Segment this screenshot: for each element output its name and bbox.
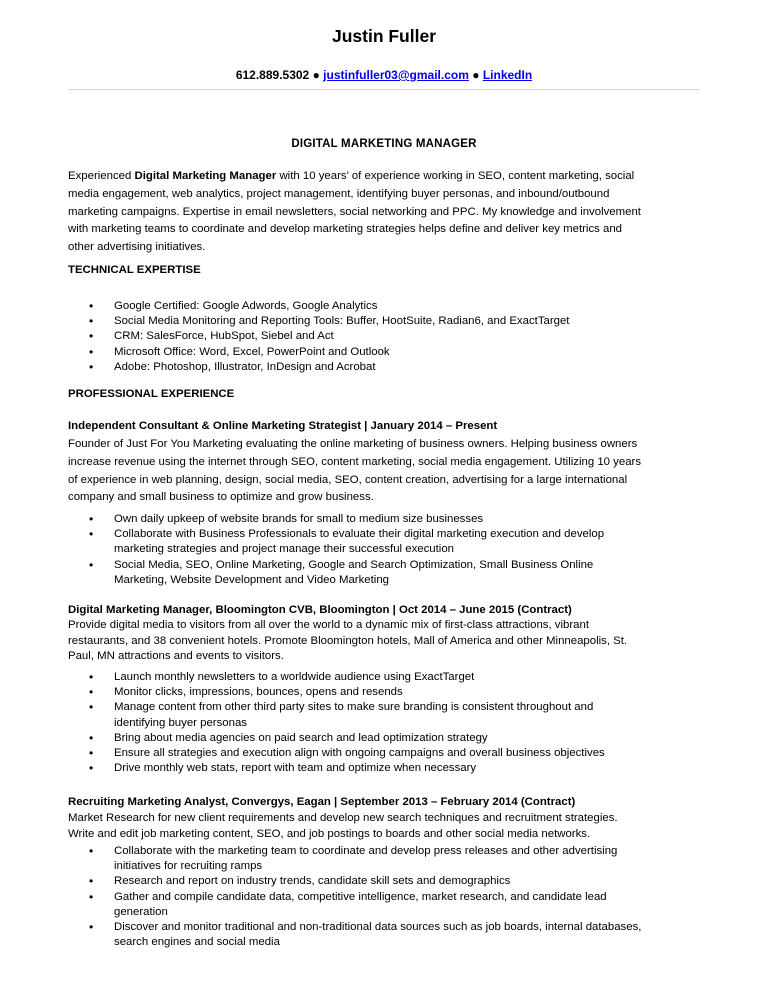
candidate-name: Justin Fuller xyxy=(331,26,437,46)
bullet-line: • Manage content from other third party sites to make sure branding is consistent throughout and xyxy=(114,701,594,714)
desc-line: of experience in web planning, design, social media, SEO, content creation, advertising for a large international xyxy=(68,473,628,486)
bullet-line: • Research and report on industry trends, candidate skill sets and demographics xyxy=(114,875,511,888)
list-item: • CRM: SalesForce, HubSpot, Siebel and Act xyxy=(68,329,708,344)
summary-bold-role: Digital Marketing Manager xyxy=(134,170,277,182)
list-item: • Social Media Monitoring and Reporting Tools: Buffer, HootSuite, Radian6, and ExactTarget xyxy=(68,314,708,329)
bullet-line: • Collaborate with the marketing team to coordinate and develop press releases and other advertising xyxy=(114,845,618,857)
list-item xyxy=(68,874,708,889)
summary-lead: Experienced xyxy=(68,170,135,182)
technical-expertise-heading: TECHNICAL EXPERTISE xyxy=(68,264,201,276)
desc-line: Market Research for new client requirements and develop new search techniques and recruitment strategies. xyxy=(68,812,618,824)
separator-dot: ● xyxy=(472,68,480,82)
desc-line: Paul, MN attractions and events to visitors. xyxy=(68,650,284,663)
bullet-line: generation xyxy=(114,905,168,918)
bullet-line: search engines and social media xyxy=(114,936,280,949)
phone-number: 612.889.5302 xyxy=(235,68,310,82)
email-link[interactable]: justinfuller03@gmail.com xyxy=(323,68,469,82)
job-description xyxy=(68,436,708,507)
list-item xyxy=(68,731,708,746)
header-divider xyxy=(68,89,700,90)
bullet-line: initiatives for recruiting ramps xyxy=(114,860,263,873)
desc-line: restaurants, and 38 convenient hotels. Promote Bloomington hotels, Mall of America and other Minneapolis, St. xyxy=(68,634,628,647)
list-item xyxy=(68,890,708,920)
bullet-line: • Launch monthly newsletters to a worldwide audience using ExactTarget xyxy=(114,671,475,683)
list-item xyxy=(68,761,708,776)
job-title: Digital Marketing Manager, Bloomington CVB, Bloomington | Oct 2014 – June 2015 (Contract) xyxy=(68,604,572,616)
job-title: Independent Consultant & Online Marketing Strategist | January 2014 – Present xyxy=(68,420,498,432)
desc-line: Provide digital media to visitors from all over the world to a dynamic mix of first-class attractions, vibrant xyxy=(68,619,589,631)
summary-paragraph xyxy=(68,168,708,257)
bullet-line: • Drive monthly web stats, report with team and optimize when necessary xyxy=(114,762,477,775)
job-title-heading: DIGITAL MARKETING MANAGER xyxy=(291,138,477,150)
list-item xyxy=(68,700,708,730)
job-description xyxy=(68,618,708,665)
list-item xyxy=(68,685,708,700)
job-description xyxy=(68,811,708,842)
list-item xyxy=(68,920,708,950)
list-item xyxy=(68,512,708,527)
contact-line xyxy=(0,68,768,82)
list-item xyxy=(68,746,708,761)
list-item: • Adobe: Photoshop, Illustrator, InDesign and Acrobat xyxy=(68,360,708,375)
bullet-line: • Monitor clicks, impressions, bounces, opens and resends xyxy=(114,686,403,699)
bullet-line: • Own daily upkeep of website brands for small to medium size businesses xyxy=(114,513,484,525)
bullet-line: • Bring about media agencies on paid search and lead optimization strategy xyxy=(114,731,488,744)
bullet-line: identifying buyer personas xyxy=(114,716,247,729)
job-title: Recruiting Marketing Analyst, Convergys, Eagan | September 2013 – February 2014 (Contract) xyxy=(68,796,576,808)
professional-experience-heading: PROFESSIONAL EXPERIENCE xyxy=(68,388,235,400)
job-bullets xyxy=(68,512,708,588)
bullet-line: • Ensure all strategies and execution align with ongoing campaigns and overall business objectives xyxy=(114,747,605,760)
summary-line: media engagement, web analytics, project management, identifying buyer personas, and inbound/outbound xyxy=(68,187,610,200)
summary-line: marketing campaigns. Expertise in email newsletters, social networking and PPC. My knowledge and involvement xyxy=(68,205,641,218)
bullet-line: Marketing, Website Development and Video Marketing xyxy=(114,573,389,586)
linkedin-link[interactable]: LinkedIn xyxy=(482,68,533,82)
summary-line: with 10 years’ of experience working in SEO, content marketing, social xyxy=(276,170,635,182)
summary-line: other advertising initiatives. xyxy=(68,241,206,254)
job-bullets xyxy=(68,670,708,776)
bullet-line: • Gather and compile candidate data, competitive intelligence, market research, and candidate lead xyxy=(114,890,607,903)
list-item xyxy=(68,527,708,557)
list-item: • Microsoft Office: Word, Excel, PowerPoint and Outlook xyxy=(68,345,708,360)
job-bullets xyxy=(68,844,708,950)
technical-list xyxy=(68,299,708,375)
desc-line: Write and edit job marketing content, SEO, and job postings to boards and other social media networks. xyxy=(68,827,591,840)
summary-line: with marketing teams to coordinate and develop marketing strategies helps define and deliver key metrics and xyxy=(68,223,623,236)
bullet-line: • Discover and monitor traditional and non-traditional data sources such as job boards, internal databases, xyxy=(114,921,642,934)
list-item xyxy=(68,670,708,685)
desc-line: increase revenue using the internet through SEO, content marketing, social media engagement. Utilizing 10 years xyxy=(68,455,642,468)
list-item: • Google Certified: Google Adwords, Google Analytics xyxy=(68,299,708,314)
bullet-line: • Collaborate with Business Professionals to evaluate their digital marketing execution and develop xyxy=(114,528,605,541)
bullet-line: marketing strategies and project manage their successful execution xyxy=(114,543,455,556)
desc-line: company and small business to optimize and grow business. xyxy=(68,491,374,504)
separator-dot: ● xyxy=(312,68,320,82)
desc-line: Founder of Just For You Marketing evaluating the online marketing of business owners. Helping business owners xyxy=(68,438,638,450)
list-item xyxy=(68,558,708,588)
list-item xyxy=(68,844,708,874)
bullet-line: • Social Media, SEO, Online Marketing, Google and Search Optimization, Small Business Online xyxy=(114,558,594,571)
